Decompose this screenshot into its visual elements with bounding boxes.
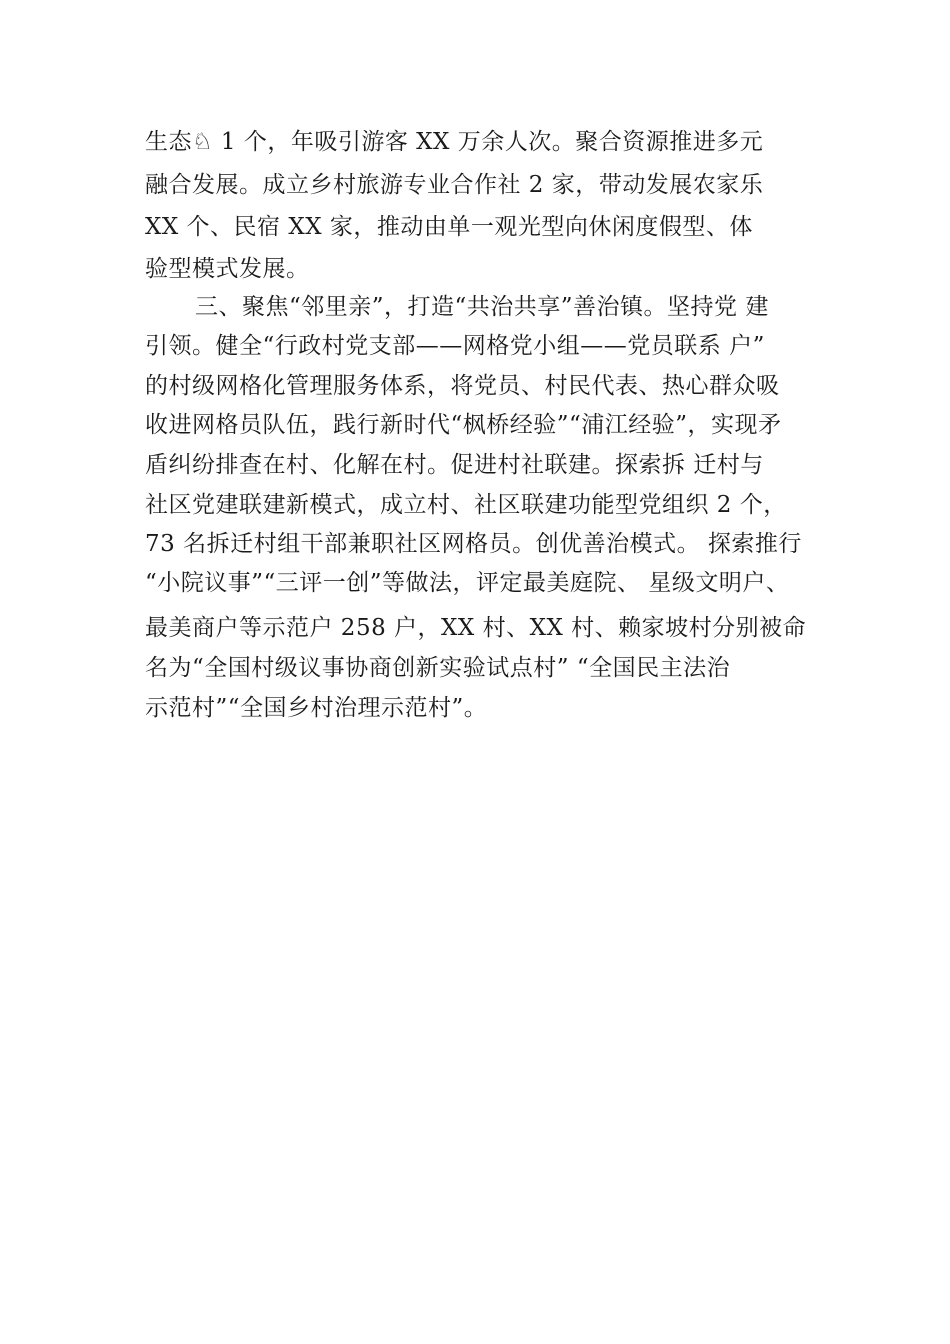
text-line-14: 名为“全国村级议事协商创新实验试点村” “全国民主法治 xyxy=(145,655,731,681)
text-line-7: 的村级网格化管理服务体系，将党员、村民代表、热心群众吸 xyxy=(145,373,780,399)
text-line-2: 融合发展。成立乡村旅游专业合作社 2 家，带动发展农家乐 xyxy=(145,172,764,198)
text-line-6: 引领。健全“行政村党支部——网格党小组——党员联系 户” xyxy=(145,333,765,359)
text-line-12: “小院议事”“三评一创”等做法，评定最美庭院、 星级文明户、 xyxy=(145,570,790,596)
text-line-3: XX 个、民宿 XX 家，推动由单一观光型向休闲度假型、体 xyxy=(145,214,753,240)
text-line-15: 示范村”“全国乡村治理示范村”。 xyxy=(145,695,488,721)
text-line-5: 三、聚焦“邻里亲”，打造“共治共享”善治镇。坚持党 建 xyxy=(195,294,769,320)
text-line-11: 73 名拆迁村组干部兼职社区网格员。创优善治模式。 探索推行 xyxy=(145,531,802,557)
text-line-10: 社区党建联建新模式，成立村、社区联建功能型党组织 2 个， xyxy=(145,492,787,518)
text-line-9: 盾纠纷排查在村、化解在村。促进村社联建。探索拆 迁村与 xyxy=(145,452,764,478)
text-line-4: 验型模式发展。 xyxy=(145,256,310,282)
text-line-8: 收进网格员队伍，践行新时代“枫桥经验”“浦江经验”，实现矛 xyxy=(145,412,782,438)
text-line-1: 生态♘ 1 个，年吸引游客 XX 万余人次。聚合资源推进多元 xyxy=(145,129,764,155)
text-line-13: 最美商户等示范户 258 户，XX 村、XX 村、赖家坡村分别被命 xyxy=(145,615,807,641)
